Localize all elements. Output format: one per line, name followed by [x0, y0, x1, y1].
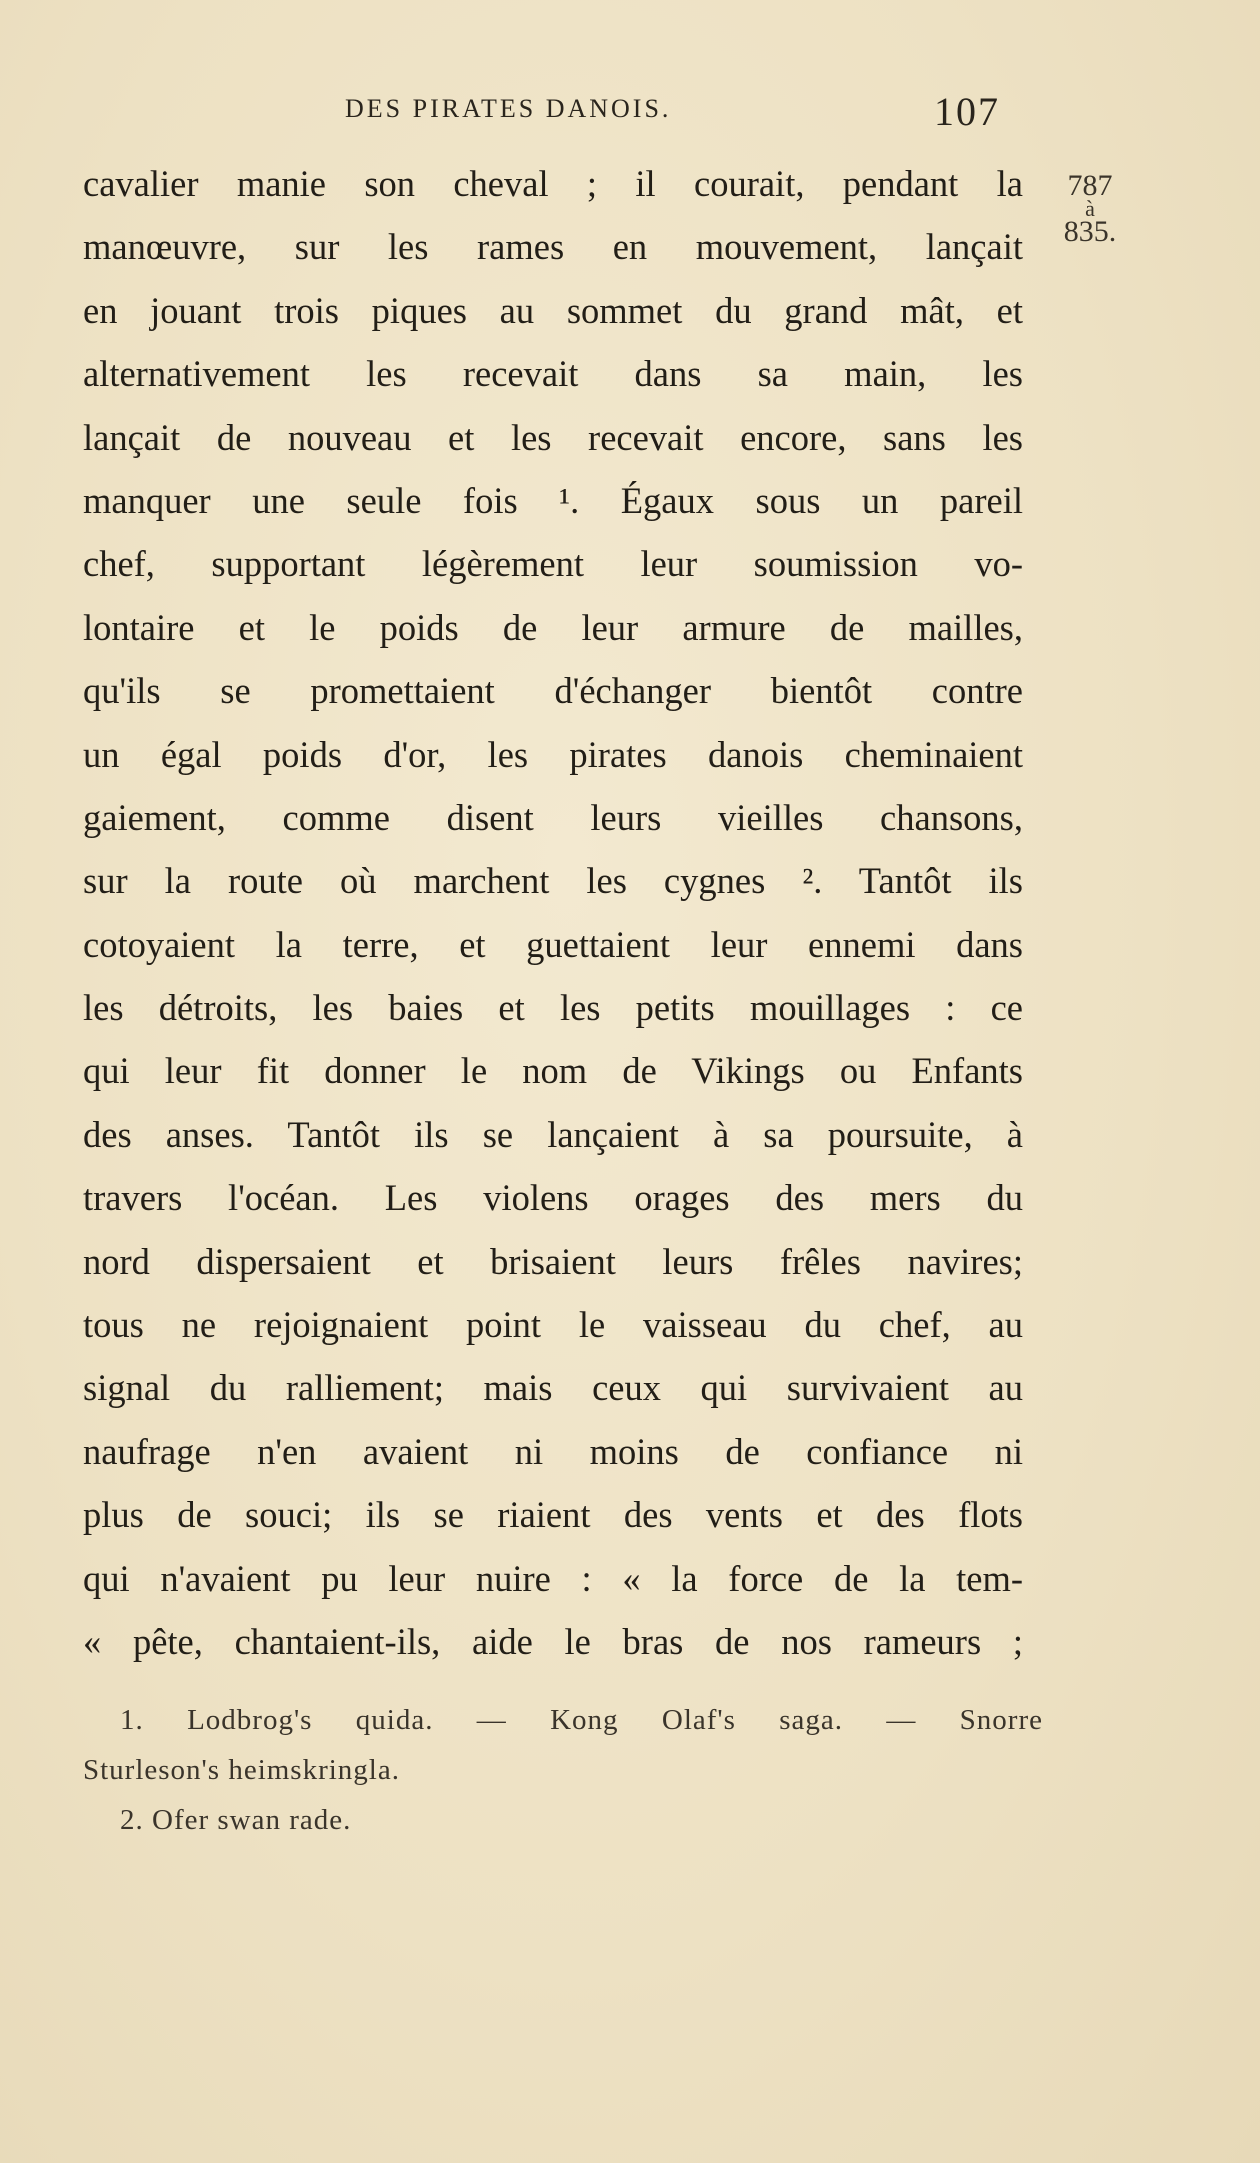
text-line: un égal poids d'or, les pirates danois cheminaient — [83, 733, 1023, 775]
text-line: chef, supportant légèrement leur soumission vo- — [83, 543, 1023, 585]
text-line: tous ne rejoignaient point le vaisseau du chef, au — [83, 1304, 1023, 1346]
text-line: qui n'avaient pu leur nuire : « la force de la tem- — [83, 1557, 1023, 1599]
text-line: « pête, chantaient-ils, aide le bras de nos rameurs ; — [83, 1620, 1023, 1662]
text-line: naufrage n'en avaient ni moins de confiance ni — [83, 1430, 1023, 1472]
text-line: en jouant trois piques au sommet du grand mât, et — [83, 289, 1023, 331]
text-line: qui leur fit donner le nom de Vikings ou Enfants — [83, 1050, 1023, 1092]
margin-date-range — [1050, 169, 1130, 248]
text-line: qu'ils se promettaient d'échanger bientôt contre — [83, 670, 1023, 712]
text-line: plus de souci; ils se riaient des vents et des flots — [83, 1494, 1023, 1536]
margin-year-end: 835. — [1063, 215, 1117, 248]
margin-separator: à — [1085, 196, 1095, 221]
text-line: sur la route où marchent les cygnes ². Tantôt ils — [83, 860, 1023, 902]
page-number: 107 — [934, 89, 1000, 134]
running-title: DES PIRATES DANOIS. — [345, 94, 672, 123]
text-line: lontaire et le poids de leur armure de mailles, — [83, 606, 1023, 648]
footnote-1-continued: Sturleson's heimskringla. — [83, 1754, 400, 1786]
footnotes — [83, 1695, 1043, 1845]
text-line: travers l'océan. Les violens orages des mers du — [83, 1177, 1023, 1219]
text-line: des anses. Tantôt ils se lançaient à sa poursuite, à — [83, 1113, 1023, 1155]
text-line: les détroits, les baies et les petits mouillages : ce — [83, 987, 1023, 1029]
text-line: lançait de nouveau et les recevait encore, sans les — [83, 416, 1023, 458]
text-line: alternativement les recevait dans sa main, les — [83, 353, 1023, 395]
text-line: manquer une seule fois ¹. Égaux sous un pareil — [83, 479, 1023, 521]
text-line: gaiement, comme disent leurs vieilles chansons, — [83, 796, 1023, 838]
footnote-1: 1. Lodbrog's quida. — Kong Olaf's saga. — Snorre — [120, 1704, 1043, 1736]
text-line: signal du ralliement; mais ceux qui survivaient au — [83, 1367, 1023, 1409]
text-line: cavalier manie son cheval ; il courait, pendant la — [83, 163, 1023, 204]
running-head — [0, 88, 1260, 138]
body-text — [83, 152, 1023, 1673]
text-line: cotoyaient la terre, et guettaient leur ennemi dans — [83, 923, 1023, 965]
footnote-2: 2. Ofer swan rade. — [120, 1804, 352, 1836]
margin-year-start: 787 — [1067, 169, 1113, 202]
text-line: nord dispersaient et brisaient leurs frêles navires; — [83, 1240, 1023, 1282]
text-line: manœuvre, sur les rames en mouvement, lançait — [83, 226, 1023, 268]
